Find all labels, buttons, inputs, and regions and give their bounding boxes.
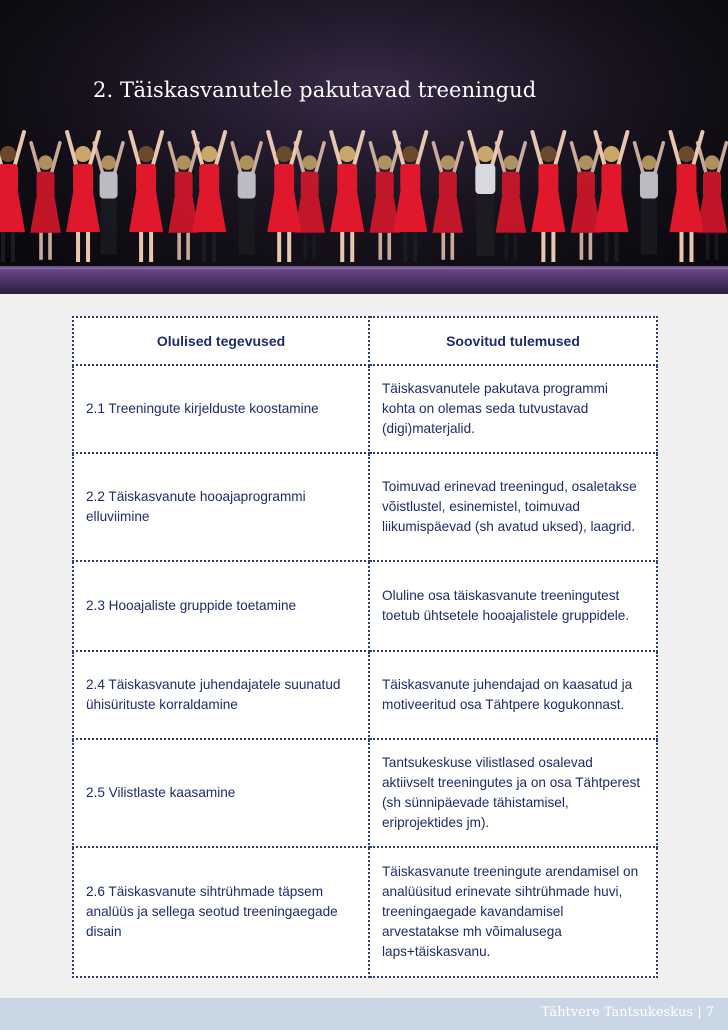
activity-cell: 2.3 Hooajaliste gruppide toetamine bbox=[73, 561, 369, 651]
table-row bbox=[73, 365, 657, 453]
dancers-photo bbox=[0, 0, 728, 294]
goals-table-container bbox=[72, 316, 656, 978]
activity-cell: 2.2 Täiskasvanute hooajaprogrammi elluviimine bbox=[73, 453, 369, 561]
table-row bbox=[73, 453, 657, 561]
column-header-activities: Olulised tegevused bbox=[73, 317, 369, 365]
footer-text: Tähtvere Tantsukeskus | 7 bbox=[541, 1005, 714, 1020]
activity-cell: 2.6 Täiskasvanute sihtrühmade täpsem analüüs ja sellega seotud treeningaegade disain bbox=[73, 847, 369, 977]
activity-cell: 2.1 Treeningute kirjelduste koostamine bbox=[73, 365, 369, 453]
result-cell: Oluline osa täiskasvanute treeningutest toetub ühtsetele hooajalistele gruppidele. bbox=[369, 561, 657, 651]
table-row bbox=[73, 739, 657, 847]
result-cell: Täiskasvanute juhendajad on kaasatud ja motiveeritud osa Tähtpere kogukonnast. bbox=[369, 651, 657, 739]
activity-cell: 2.4 Täiskasvanute juhendajatele suunatud ühisürituste korraldamine bbox=[73, 651, 369, 739]
result-cell: Tantsukeskuse vilistlased osalevad aktiivselt treeningutes ja on osa Tähtperest (sh sünnipäevade tähistamisel, eriprojektides jm). bbox=[369, 739, 657, 847]
table-row bbox=[73, 651, 657, 739]
hero-photo bbox=[0, 0, 728, 294]
result-cell: Täiskasvanute treeningute arendamisel on analüüsitud erinevate sihtrühmade huvi, treeningaegade kavandamisel arvestatakse mh võimalusega laps+täiskasvanu. bbox=[369, 847, 657, 977]
table-header-row bbox=[73, 317, 657, 365]
table-row bbox=[73, 847, 657, 977]
page-footer bbox=[0, 998, 728, 1030]
goals-table bbox=[72, 316, 658, 978]
result-cell: Täiskasvanutele pakutava programmi kohta on olemas seda tutvustavad (digi)materjalid. bbox=[369, 365, 657, 453]
column-header-results: Soovitud tulemused bbox=[369, 317, 657, 365]
result-cell: Toimuvad erinevad treeningud, osaletakse võistlustel, esinemistel, toimuvad liikumispäevad (sh avatud uksed), laagrid. bbox=[369, 453, 657, 561]
page-title: 2. Täiskasvanutele pakutavad treeningud bbox=[93, 78, 537, 102]
table-row bbox=[73, 561, 657, 651]
activity-cell: 2.5 Vilistlaste kaasamine bbox=[73, 739, 369, 847]
